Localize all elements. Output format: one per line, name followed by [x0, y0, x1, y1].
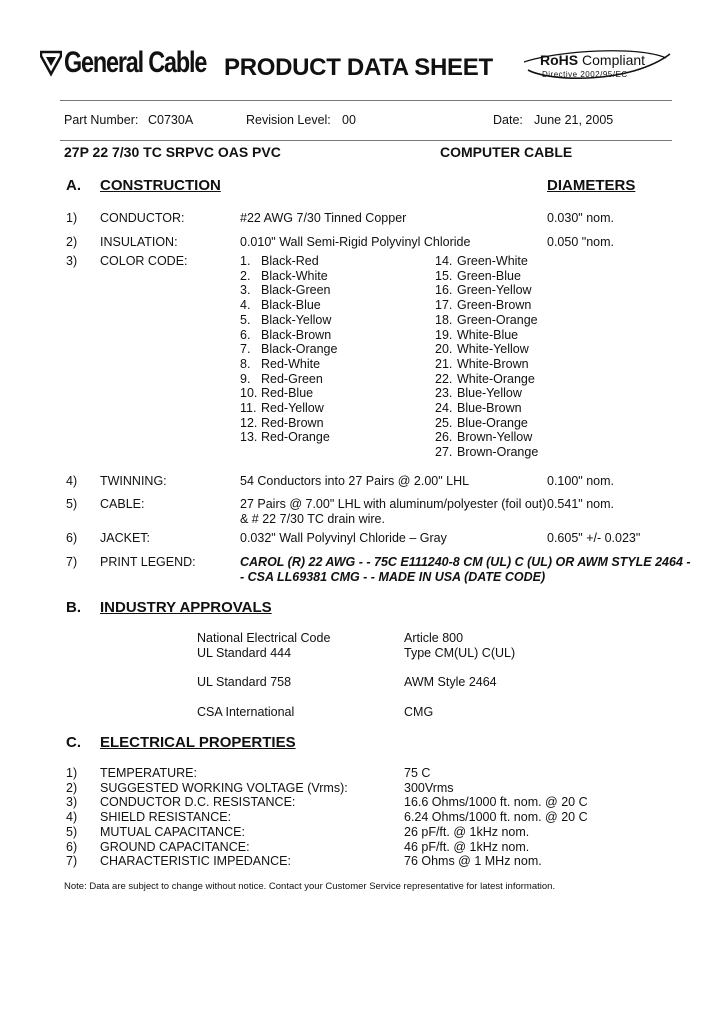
- color-code-name: Green-Orange: [457, 312, 538, 327]
- color-code-name: Red-White: [261, 356, 321, 371]
- color-code-name: Black-Blue: [261, 298, 321, 313]
- approval-standard: National Electrical Code: [197, 631, 331, 645]
- color-code-name: Black-White: [261, 268, 328, 283]
- color-code-number: 14.: [435, 254, 453, 268]
- approvals-heading: INDUSTRY APPROVALS: [100, 599, 272, 616]
- approval-value: Type CM(UL) C(UL): [404, 646, 516, 660]
- color-code-number: 8.: [240, 356, 251, 371]
- property-label: SUGGESTED WORKING VOLTAGE (Vrms):: [100, 780, 348, 795]
- approval-standard: UL Standard 444: [197, 646, 292, 660]
- color-code-number: 2.: [240, 268, 251, 283]
- date-label: Date:: [493, 113, 523, 127]
- brand-name: General Cable: [64, 46, 207, 79]
- disclaimer-note: Note: Data are subject to change without notice. Contact your Customer Service representative for latest information.: [64, 881, 556, 892]
- property-label: MUTUAL CAPACITANCE:: [100, 824, 245, 839]
- revision-value: 00: [342, 113, 356, 127]
- item-diameter: 0.605" +/- 0.023": [547, 531, 641, 545]
- item-value: 0.032" Wall Polyvinyl Chloride – Gray: [240, 531, 447, 545]
- color-code-number: 10.: [240, 386, 258, 401]
- property-number: 4): [66, 810, 78, 825]
- color-code-number: 27.: [435, 445, 453, 460]
- color-code-name: Blue-Yellow: [457, 386, 522, 401]
- approval-value: AWM Style 2464: [404, 675, 497, 689]
- property-value: 76 Ohms @ 1 MHz nom.: [404, 854, 542, 869]
- property-number: 2): [66, 780, 78, 795]
- color-code-name: Red-Orange: [261, 430, 330, 445]
- property-value: 46 pF/ft. @ 1kHz nom.: [404, 839, 530, 854]
- item-label: CABLE:: [100, 497, 145, 511]
- diameters-heading: DIAMETERS: [547, 177, 636, 194]
- color-code-name: Red-Yellow: [261, 401, 324, 415]
- color-code-number: 20.: [435, 342, 453, 357]
- header-divider: [60, 100, 672, 101]
- color-code-number: 17.: [435, 298, 453, 313]
- color-code-name: Green-White: [457, 254, 528, 268]
- color-code-number: 7.: [240, 342, 251, 357]
- item-diameter: 0.541" nom.: [547, 497, 614, 511]
- color-code-number: 11.: [240, 401, 257, 415]
- item-value: 27 Pairs @ 7.00" LHL with aluminum/polyester (foil out): [240, 497, 547, 511]
- color-code-number: 3.: [240, 283, 251, 298]
- color-code-name: Black-Green: [261, 283, 331, 298]
- item-number: 1): [66, 211, 78, 225]
- item-value: #22 AWG 7/30 Tinned Copper: [240, 211, 407, 225]
- color-code-number: 18.: [435, 312, 453, 327]
- approval-value: CMG: [404, 705, 434, 719]
- item-number: 7): [66, 555, 78, 569]
- item-number: 6): [66, 531, 78, 545]
- property-label: TEMPERATURE:: [100, 766, 197, 780]
- item-value: 0.010" Wall Semi-Rigid Polyvinyl Chloride: [240, 235, 471, 249]
- color-code-number: 6.: [240, 327, 251, 342]
- property-value: 16.6 Ohms/1000 ft. nom. @ 20 C: [404, 795, 588, 810]
- item-number: 2): [66, 235, 78, 249]
- property-number: 3): [66, 795, 78, 810]
- item-label: TWINNING:: [100, 474, 167, 488]
- color-code-number: 13.: [240, 430, 258, 445]
- color-code-number: 16.: [435, 283, 453, 298]
- color-code-number: 19.: [435, 327, 453, 342]
- color-code-name: Green-Brown: [457, 298, 532, 313]
- property-value: 6.24 Ohms/1000 ft. nom. @ 20 C: [404, 810, 588, 825]
- color-code-number: 23.: [435, 386, 453, 401]
- approval-value: Article 800: [404, 631, 464, 645]
- property-label: CONDUCTOR D.C. RESISTANCE:: [100, 795, 296, 810]
- color-code-number: 22.: [435, 371, 453, 386]
- color-code-number: 1.: [240, 254, 251, 268]
- color-code-name: Green-Yellow: [457, 283, 532, 298]
- item-diameter: 0.050 "nom.: [547, 235, 614, 249]
- property-label: GROUND CAPACITANCE:: [100, 839, 250, 854]
- page-title: PRODUCT DATA SHEET: [224, 54, 493, 81]
- section-a-letter: A.: [66, 177, 81, 194]
- property-number: 6): [66, 839, 78, 854]
- color-code-name: Black-Yellow: [261, 312, 332, 327]
- item-value: 54 Conductors into 27 Pairs @ 2.00" LHL: [240, 474, 470, 488]
- date-value: June 21, 2005: [534, 113, 614, 127]
- product-type: COMPUTER CABLE: [440, 144, 573, 160]
- color-code-name: White-Brown: [457, 356, 529, 371]
- color-code-name: White-Orange: [457, 371, 535, 386]
- color-code-name: Brown-Orange: [457, 445, 539, 460]
- color-code-name: Green-Blue: [457, 268, 521, 283]
- section-c-letter: C.: [66, 734, 81, 751]
- color-code-name: Brown-Yellow: [457, 430, 533, 445]
- construction-heading: CONSTRUCTION: [100, 177, 221, 194]
- approval-standard: UL Standard 758: [197, 675, 292, 689]
- print-legend-line-2: - CSA LL69381 CMG - - MADE IN USA (DATE CODE): [240, 570, 546, 584]
- color-code-name: Red-Blue: [261, 386, 314, 401]
- color-code-number: 21.: [435, 356, 453, 371]
- item-number: 3): [66, 254, 78, 268]
- item-label: JACKET:: [100, 531, 151, 545]
- color-code-number: 26.: [435, 430, 453, 445]
- part-number-label: Part Number:: [64, 113, 139, 127]
- color-code-name: Black-Brown: [261, 327, 332, 342]
- item-label: PRINT LEGEND:: [100, 555, 196, 569]
- print-legend-line-1: CAROL (R) 22 AWG - - 75C E111240-8 CM (UL) C (UL) OR AWM STYLE 2464 -: [240, 555, 691, 569]
- item-diameter: 0.100" nom.: [547, 474, 614, 488]
- approval-standard: CSA International: [197, 705, 295, 719]
- property-number: 1): [66, 766, 78, 780]
- color-code-number: 25.: [435, 415, 453, 430]
- section-b-letter: B.: [66, 599, 81, 616]
- meta-divider: [60, 140, 672, 141]
- product-code: 27P 22 7/30 TC SRPVC OAS PVC: [64, 144, 281, 160]
- item-label: INSULATION:: [100, 235, 178, 249]
- item-label: CONDUCTOR:: [100, 211, 185, 225]
- rohs-badge: RoHS Compliant: [540, 52, 646, 68]
- color-code-name: Black-Orange: [261, 342, 338, 357]
- property-value: 26 pF/ft. @ 1kHz nom.: [404, 824, 530, 839]
- item-label: COLOR CODE:: [100, 254, 188, 268]
- item-value-continued: & # 22 7/30 TC drain wire.: [240, 512, 385, 526]
- part-number-value: C0730A: [148, 113, 194, 127]
- color-code-number: 24.: [435, 401, 453, 415]
- item-number: 5): [66, 497, 78, 511]
- revision-label: Revision Level:: [246, 113, 331, 127]
- property-number: 7): [66, 854, 78, 869]
- property-number: 5): [66, 824, 78, 839]
- color-code-number: 15.: [435, 268, 453, 283]
- property-value: 75 C: [404, 766, 431, 780]
- color-code-name: Red-Brown: [261, 415, 324, 430]
- general-cable-logo-icon: [40, 48, 62, 78]
- property-label: SHIELD RESISTANCE:: [100, 810, 232, 825]
- property-value: 300Vrms: [404, 780, 454, 795]
- color-code-name: White-Blue: [457, 327, 519, 342]
- color-code-name: Black-Red: [261, 254, 319, 268]
- color-code-name: Blue-Orange: [457, 415, 528, 430]
- color-code-name: Blue-Brown: [457, 401, 522, 415]
- color-code-number: 9.: [240, 371, 251, 386]
- electrical-heading: ELECTRICAL PROPERTIES: [100, 734, 296, 751]
- color-code-name: White-Yellow: [457, 342, 529, 357]
- color-code-number: 5.: [240, 312, 251, 327]
- color-code-name: Red-Green: [261, 371, 323, 386]
- item-number: 4): [66, 474, 78, 488]
- property-label: CHARACTERISTIC IMPEDANCE:: [100, 854, 291, 869]
- rohs-directive: Directive 2002/95/EC: [542, 70, 628, 79]
- color-code-number: 4.: [240, 298, 251, 313]
- color-code-number: 12.: [240, 415, 258, 430]
- item-diameter: 0.030" nom.: [547, 211, 614, 225]
